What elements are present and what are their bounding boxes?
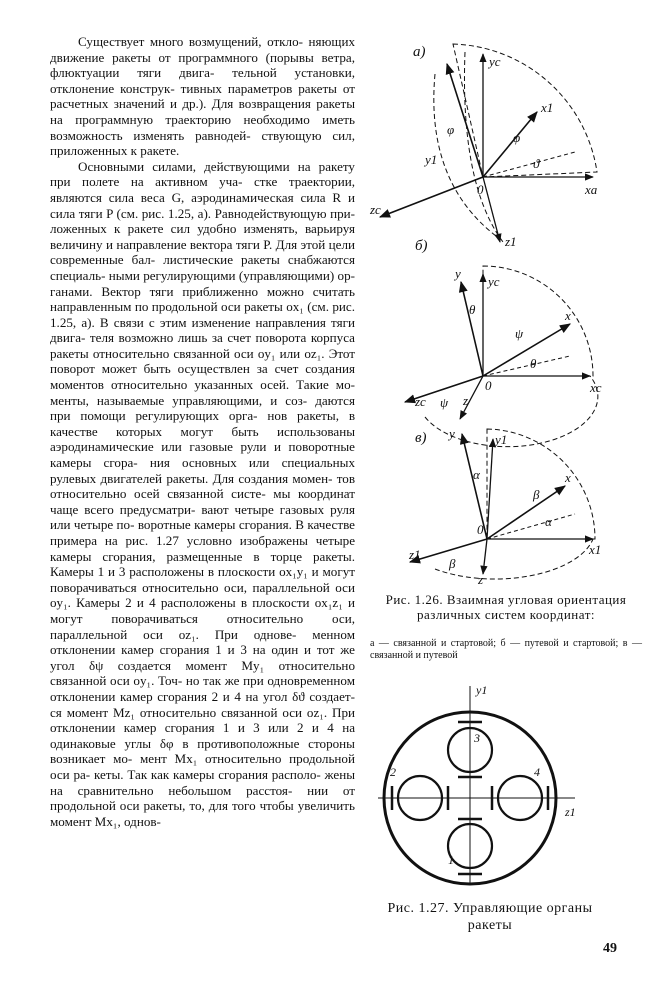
text-line: камер сгорания 2 и 4 на угол δϑ создает- (120, 688, 355, 704)
text-line: на программную траекторию необходимо (50, 111, 310, 127)
text-line: тов относительно осей связанной систе- (50, 470, 355, 502)
text-line: но так же при одновременном отклонении (50, 673, 355, 704)
text-line: ложенных к ракете сил удобно изменять, (50, 221, 298, 237)
axis-z1-label: z1 (565, 805, 576, 819)
angle-label: θ (530, 356, 537, 371)
figure-1-26 (365, 34, 645, 589)
text-line: оси oz₁. При отклонении камер сгорания (50, 704, 355, 736)
angle-label: β (533, 487, 540, 502)
angle-label: α (545, 514, 552, 529)
text-line: нов ракеты, в качестве которых могут (50, 408, 355, 439)
panel-b-label: б) (415, 238, 428, 254)
text-line: ными регулирующими (управляющими) ор- (108, 267, 355, 283)
figure-1-26-caption: Рис. 1.26. Взаимная угловая ориентация различных систем координат: (385, 592, 627, 622)
text-line: быть использованы аэродинамические или (50, 423, 356, 455)
text-line: вают четыре газовых руля или четыре по- (50, 501, 355, 533)
panel-a-label: а) (413, 44, 426, 60)
text-line: воротные камеры сгорания. В качестве (137, 517, 355, 533)
text-line: листические ракеты снабжаются специаль- (50, 252, 355, 283)
axis-label: y1 (425, 152, 438, 167)
text-line: в плоскости ox₁y₁ и могут поворачиваться (50, 564, 355, 595)
text-line: иметь возможность изменять равнодей- (50, 111, 355, 143)
text-line: менты, называемые управляющими, и соз- (50, 392, 308, 408)
text-line: оси oy₁ или oz₁. Этот поворот может быть (50, 345, 355, 377)
text-line: Основными силами, действующими (78, 158, 290, 174)
text-line: тельной установки, отклонение конструк- (50, 65, 355, 96)
panel-v-label: в) (415, 430, 427, 446)
text-line: осуществлен за счет создания моментов (50, 361, 356, 393)
figure-1-27 (370, 678, 590, 888)
text-line: жены на сравнительно небольшом расстоя- (50, 766, 356, 798)
body-text (50, 34, 355, 829)
text-line: ся момент Mz₁ относительно связанной (50, 704, 278, 720)
text-line: (см. рис. 1.25, а). Равнодействующую при- (116, 205, 355, 221)
text-line: варьируя величину и направление вектора (50, 221, 355, 252)
axis-label: zc (415, 394, 426, 409)
angle-label: ϑ (533, 156, 540, 171)
text-line: на один и тот же угол δψ создается момент (50, 642, 355, 673)
axis-label: z1 (505, 234, 517, 249)
chamber-label: 4 (534, 765, 540, 779)
page-number: 49 (603, 941, 617, 956)
text-line: тяги P. Для этой цели современные бал- (50, 236, 355, 268)
axis-label: z (478, 572, 484, 587)
angle-label: φ (513, 130, 521, 145)
axis-label: z (463, 393, 469, 408)
axis-label: yc (488, 274, 500, 289)
text-line: этим изменение направления тяги двига- (50, 314, 355, 346)
text-line: теля возможно лишь за счет поворота (89, 330, 307, 346)
text-line: ракеты ox₁ (см. рис. 1.25, а). В связи с (50, 299, 356, 330)
text-line: Существует много возмущений, откло- (78, 34, 303, 49)
axis-label: 0 (485, 378, 492, 393)
text-line: в противоположные стороны возникает мо- (50, 735, 355, 767)
angle-label: ψ (440, 395, 449, 410)
text-line: аэродинамическая сила R и сила тяги P (50, 189, 356, 221)
text-line: мент Mx₁ относительно продольной оси ра- (50, 751, 355, 782)
angle-label: θ (469, 302, 476, 317)
text-line: ганами. Вектор тяги приближенно можно (50, 283, 304, 299)
text-line: ствующую сил, приложенных к ракете. (50, 127, 355, 159)
axis-label: x1 (541, 100, 554, 115)
text-line: кеты. Так как камеры сгорания располо- (93, 766, 321, 782)
axis-label: x (565, 308, 571, 323)
axis-label: x1 (589, 542, 602, 557)
text-line: Камеры 2 и 4 расположены в плоскости (76, 595, 310, 611)
axis-label: xc (590, 380, 602, 395)
axis-label: 0 (477, 182, 484, 197)
axis-label: xa (585, 182, 598, 197)
text-line: ния основных или специальных рулевых (50, 455, 355, 486)
axis-label: z1 (409, 547, 421, 562)
axis-label: y (449, 426, 455, 441)
axis-label: yc (489, 54, 501, 69)
text-line: My₁ относительно связанной оси oy₁. Точ- (50, 657, 355, 689)
text-line: примера на рис. 1.27 условно изображены (50, 533, 308, 548)
chamber-label: 2 (390, 765, 396, 779)
text-line: торце ракеты. Камеры 1 и 3 расположены (50, 548, 356, 580)
text-line: (порывы ветра, флюктуации тяги двига- (50, 49, 355, 81)
text-line: значений и др.). Для возвращения ракеты (113, 96, 356, 112)
text-line: нии от продольной оси ракеты, то, для (50, 782, 355, 814)
text-line: няющих движение ракеты от программного (50, 34, 355, 65)
axis-label: y1 (495, 432, 508, 447)
figure-1-26-panel-v (408, 426, 601, 587)
axis-label: 0 (477, 522, 484, 537)
text-line: ox₁z₁ и могут поворачиваться относительно (50, 595, 355, 626)
figure-1-27-caption: Рис. 1.27. Управляющие органы ракеты (387, 901, 593, 933)
text-line: относительно указанных осей. Такие мо- (110, 377, 355, 393)
text-line: менном отклонении камер сгорания 1 и 3 (50, 626, 355, 658)
angle-label: β (449, 556, 456, 571)
paragraph-2 (50, 159, 355, 830)
text-line: газовые рули и поворотные камеры сгора- (50, 439, 355, 471)
text-line: четыре камеры сгорания, размещенные в (50, 533, 356, 564)
angle-label: ψ (515, 326, 524, 341)
text-line: стке траектории, являются сила веса G, (50, 174, 355, 205)
figure-1-26-panel-a (369, 44, 598, 249)
text-line: относительно оси, параллельной оси oy₁. (50, 579, 355, 611)
figure-1-26-caption-sub: а — связанной и стартовой; б — путевой и стартовой; в — связанной и путевой (370, 638, 642, 661)
angle-label: φ (447, 122, 455, 137)
text-line: оси, параллельной оси oz₁. При однове- (50, 610, 355, 642)
text-line: корпуса ракеты относительно связанной (50, 330, 355, 361)
figure-1-26-panel-b (405, 238, 602, 447)
text-line: двигателей ракеты. Для создания момен- (100, 470, 333, 486)
axis-label: y (455, 266, 461, 281)
angle-label: α (473, 467, 480, 482)
text-line: мы координат чаще всего предусматри- (50, 486, 355, 517)
text-line: считать направленным по продольной оси (50, 283, 355, 315)
axis-y1-label: y1 (476, 683, 488, 697)
text-line: тивных параметров ракеты от расчетных (50, 80, 356, 112)
axis-label: x (565, 470, 571, 485)
chamber-label: 1 (448, 853, 454, 867)
axis-label: zc (370, 202, 381, 217)
paragraph-1 (50, 34, 355, 159)
text-line: на ракету при полете на активном уча- (50, 158, 355, 190)
text-line: того чтобы увеличить момент Mx₁, однов- (50, 798, 355, 829)
chamber-label: 3 (474, 731, 480, 745)
text-line: 1 и 3 или 2 и 4 на одинаковые углы δφ (50, 720, 356, 751)
text-line: даются при помощи регулирующих орга- (50, 392, 355, 424)
